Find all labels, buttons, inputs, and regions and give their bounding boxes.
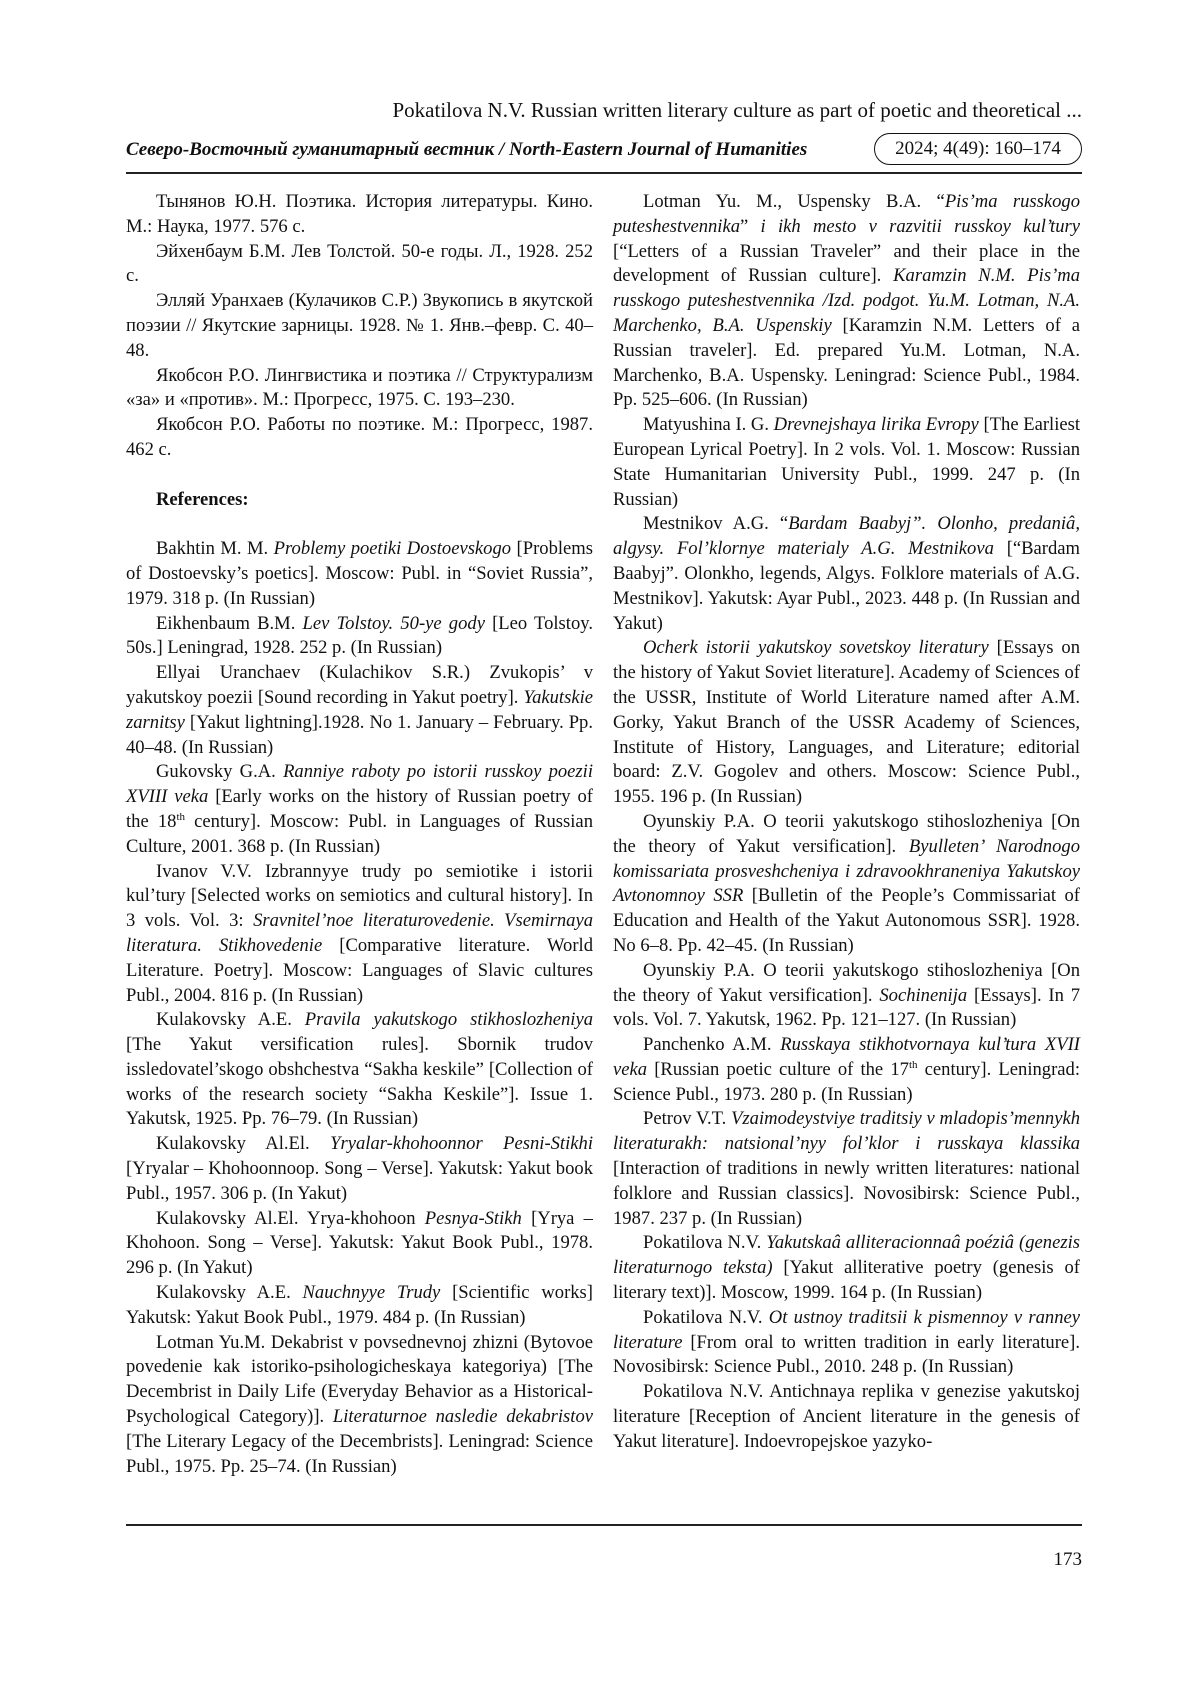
reference-entry: Oyunskiy P.A. O teorii yakutskogo stihoslozheniya [On the theory of Yakut versification]. Byulleten’ Narodnogo komissariata prosveshcheniya i zdravookhraneniya Yakutskoy Avtonomnoy SSR [Bulletin of the People’s Commissariat of Education and Health of the Yakut Autonomous SSR]. 1928. No 6–8. Pp. 42–45. (In Russian) bbox=[613, 810, 1081, 956]
reference-entry: Kulakovsky A.E. Pravila yakutskogo stikhoslozheniya [The Yakut versification rules]. Sbornik trudov issledovatel’skogo obshchestva “Sakha keskile” [Collection of works of the research society “Sakha Keskile”]. Issue 1. Yakutsk, 1925. Pp. 76–79. (In Russian) bbox=[126, 1009, 593, 1130]
reference-entry: Kulakovsky Al.El. Yrya-khohoon Pesnya-Stikh [Yrya – Khohoon. Song – Verse]. Yakutsk: Yakut Book Publ., 1978. 296 p. (In Yakut) bbox=[126, 1207, 593, 1279]
references-heading: References: bbox=[156, 488, 249, 510]
reference-entry: Oyunskiy P.A. O teorii yakutskogo stihoslozheniya [On the theory of Yakut versification]. Sochinenija [Essays]. In 7 vols. Vol. 7. Yakutsk, 1962. Pp. 121–127. (In Russian) bbox=[613, 959, 1081, 1031]
reference-entry: Gukovsky G.A. Ranniye raboty po istorii russkoy poezii XVIII veka [Early works on the history of Russian poetry of the 18th century]. Moscow: Publ. in Languages of Russian Culture, 2001. 368 p. (In Russian) bbox=[126, 761, 593, 857]
header-divider bbox=[126, 172, 1082, 174]
journal-name: Северо-Восточный гуманитарный вестник / North-Eastern Journal of Humanities bbox=[126, 139, 808, 160]
reference-entry: Lotman Yu.M. Dekabrist v povsednevnoj zhizni (Bytovoe povedenie kak istoriko-psihologicheskaya kategoriya) [The Decembrist in Daily Life (Everyday Behavior as a Historical-Psychological Category)]. Literaturnoe nasledie dekabristov [The Literary Legacy of the Decembrists]. Leningrad: Science Publ., 1975. Pp. 25–74. (In Russian) bbox=[126, 1331, 593, 1477]
issue-badge: 2024; 4(49): 160–174 bbox=[874, 133, 1082, 165]
reference-entry: Pokatilova N.V. Ot ustnoy traditsii k pismennoy v ranney literature [From oral to written tradition in early literature]. Novosibirsk: Science Publ., 2010. 248 p. (In Russian) bbox=[613, 1306, 1080, 1378]
russian-reference: Якобсон Р.О. Лингвистика и поэтика // Структурализм «за» и «против». М.: Прогресс, 1975. С. 193–230. bbox=[126, 364, 593, 411]
reference-entry: Mestnikov A.G. “Bardam Baabyj”. Olonho, predaniâ, algysy. Fol’klornye materialy A.G. Mestnikova [“Bardam Baabyj”. Olonkho, legends, Algys. Folklore materials of A.G. Mestnikov]. Yakutsk: Ayar Publ., 2023. 448 p. (In Russian and Yakut) bbox=[613, 513, 1080, 634]
russian-reference: Тынянов Ю.Н. Поэтика. История литературы. Кино. М.: Наука, 1977. 576 с. bbox=[126, 191, 593, 237]
reference-entry: Pokatilova N.V. Yakutskaâ alliteracionnaâ poéziâ (genezis literaturnogo teksta) [Yakut alliterative poetry (genesis of literary text)]. Moscow, 1999. 164 p. (In Russian) bbox=[613, 1232, 1080, 1304]
reference-entry: Matyushina I. G. Drevnejshaya lirika Evropy [The Earliest European Lyrical Poetry]. In 2 vols. Vol. 1. Moscow: Russian State Humanitarian University Publ., 1999. 247 p. (In Russian) bbox=[613, 414, 1081, 510]
reference-entry: Kulakovsky A.E. Nauchnyye Trudy [Scientific works] Yakutsk: Yakut Book Publ., 1979. 484 p. (In Russian) bbox=[126, 1282, 593, 1328]
reference-entry: Petrov V.T. Vzaimodeystviye traditsiy v mladopis’mennykh literaturakh: natsional’nyy fol’klor i russkaya klassika [Interaction of traditions in newly written literatures: national folklore and Russian classics]. Novosibirsk: Science Publ., 1987. 237 p. (In Russian) bbox=[613, 1108, 1081, 1229]
right-column bbox=[613, 190, 1080, 1455]
reference-entry: Ivanov V.V. Izbrannyye trudy po semiotike i istorii kul’tury [Selected works on semiotics and cultural history]. In 3 vols. Vol. 3: Sravnitel’noe literaturovedenie. Vsemirnaya literatura. Stikhovedenie [Comparative literature. World Literature. Poetry]. Moscow: Languages of Slavic cultures Publ., 2004. 816 p. (In Russian) bbox=[126, 860, 594, 1006]
running-title: Pokatilova N.V. Russian written literary culture as part of poetic and theoretical ... bbox=[392, 98, 1082, 122]
reference-entry: Ellyai Uranchaev (Kulachikov S.R.) Zvukopis’ v yakutskoy poezii [Sound recording in Yakut poetry]. Yakutskie zarnitsy [Yakut lightning].1928. No 1. January – February. Pp. 40–48. (In Russian) bbox=[126, 662, 593, 758]
reference-entry: Kulakovsky Al.El. Yryalar-khohoonnor Pesni-Stikhi [Yryalar – Khohoonnoop. Song – Verse]. Yakutsk: Yakut book Publ., 1957. 306 p. (In Yakut) bbox=[126, 1133, 593, 1204]
footer-divider bbox=[126, 1524, 1082, 1526]
journal-header bbox=[126, 133, 1082, 167]
page-number: 173 bbox=[1053, 1549, 1082, 1570]
russian-reference: Якобсон Р.О. Работы по поэтике. М.: Прогресс, 1987. 462 с. bbox=[126, 414, 593, 460]
left-column bbox=[126, 190, 593, 1479]
russian-reference: Элляй Уранхаев (Кулачиков С.Р.) Звукопись в якутской поэзии // Якутские зарницы. 1928. № 1. Янв.–февр. С. 40–48. bbox=[126, 290, 593, 361]
reference-entry: Ocherk istorii yakutskoy sovetskoy literatury [Essays on the history of Yakut Soviet literature]. Academy of Sciences of the USSR, Institute of World Literature named after A.M. Gorky, Yakut Branch of the USSR Academy of Sciences, Institute of History, Languages, and Literature; editorial board: Z.V. Gogolev and others. Moscow: Science Publ., 1955. 196 p. (In Russian) bbox=[613, 637, 1081, 808]
reference-entry: Lotman Yu. M., Uspensky B.A. “Pis’ma russkogo puteshestvennika” i ikh mesto v razvitii russkoy kul’tury [“Letters of a Russian Traveler” and their place in the development of Russian culture]. Karamzin N.M. Pis’ma russkogo puteshestvennika /Izd. podgot. Yu.M. Lotman, N.A. Marchenko, B.A. Uspenskiy [Karamzin N.M. Letters of a Russian traveler]. Ed. prepared Yu.M. Lotman, N.A. Marchenko, B.A. Uspensky. Leningrad: Science Publ., 1984. Pp. 525–606. (In Russian) bbox=[613, 191, 1080, 411]
reference-entry: Pokatilova N.V. Antichnaya replika v genezise yakutskoj literature [Reception of Ancient literature in the genesis of Yakut literature]. Indoevropejskoe yazyko- bbox=[613, 1381, 1080, 1452]
russian-reference: Эйхенбаум Б.М. Лев Толстой. 50-е годы. Л., 1928. 252 с. bbox=[126, 240, 593, 287]
reference-entry: Bakhtin M. M. Problemy poetiki Dostoevskogo [Problems of Dostoevsky’s poetics]. Moscow: Publ. in “Soviet Russia”, 1979. 318 p. (In Russian) bbox=[126, 538, 593, 609]
reference-entry: Eikhenbaum B.M. Lev Tolstoy. 50-ye gody [Leo Tolstoy. 50s.] Leningrad, 1928. 252 p. (In Russian) bbox=[126, 612, 593, 659]
reference-entry: Panchenko A.M. Russkaya stikhotvornaya kul’tura XVII veka [Russian poetic culture of the 17th century]. Leningrad: Science Publ., 1973. 280 p. (In Russian) bbox=[613, 1034, 1081, 1105]
